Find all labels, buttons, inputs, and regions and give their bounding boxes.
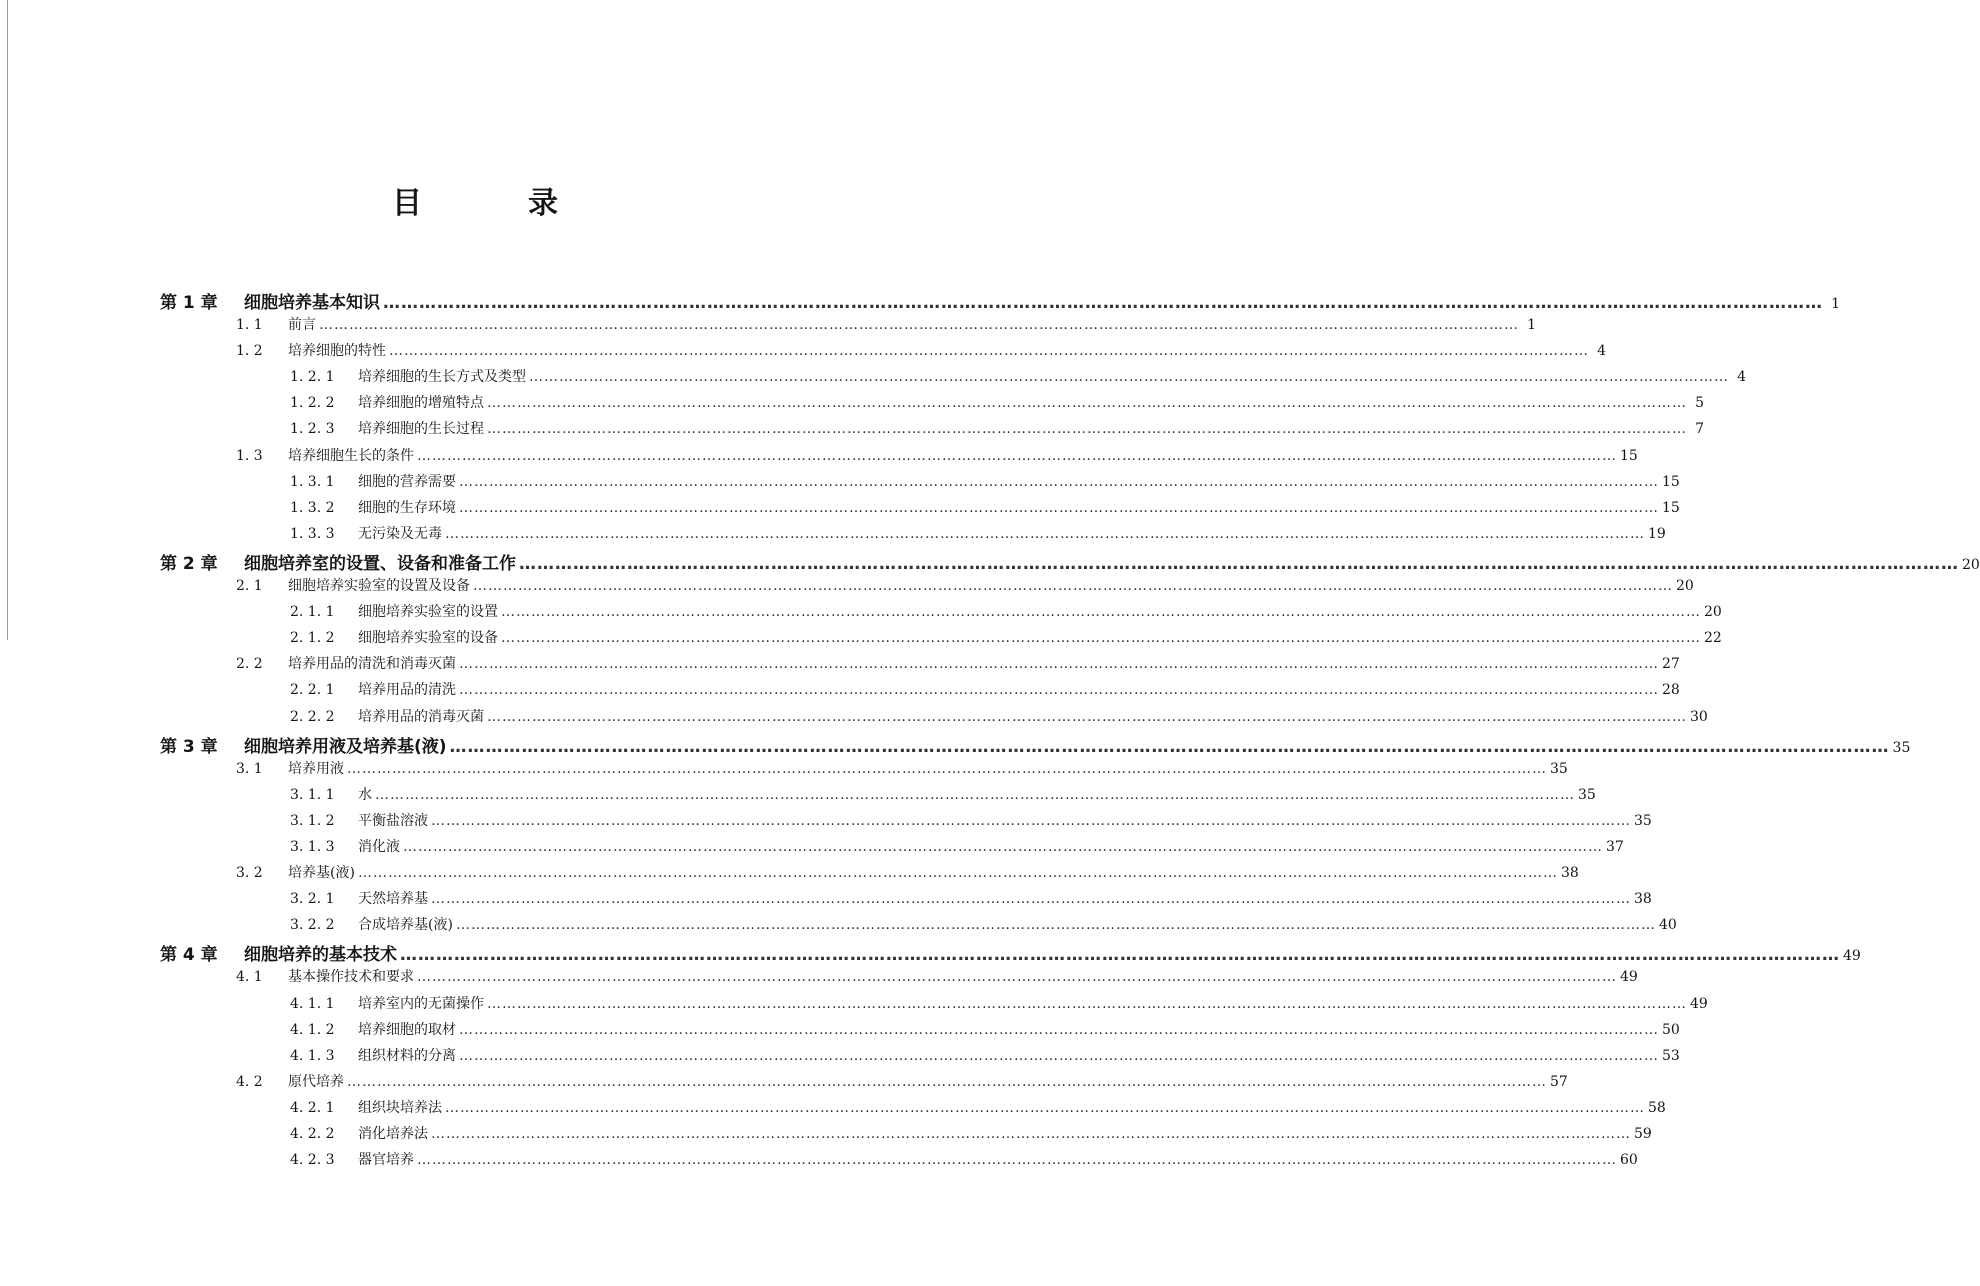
- toc-subsection-entry[interactable]: [160, 679, 1680, 705]
- toc-page-number: 15: [1620, 447, 1638, 464]
- toc-entry-title: 培养细胞的生长过程: [358, 421, 484, 438]
- toc-entry-title: 培养用品的清洗和消毒灭菌: [288, 656, 456, 673]
- toc-subsection-entry[interactable]: [160, 706, 1708, 732]
- toc-subsection-entry[interactable]: [160, 627, 1722, 653]
- toc-leader-dots: ……………………………………………………………………………………………………………………………………………………………………………………………………………………: [445, 1099, 1645, 1116]
- toc-leader-dots: ……………………………………………………………………………………………………………………………………………………………………………………………………………………: [459, 1047, 1659, 1064]
- toc-page-number: 35: [1892, 739, 1911, 756]
- toc-entry-title: 细胞培养实验室的设备: [358, 630, 498, 647]
- toc-entry-number: 3. 2: [236, 865, 263, 882]
- toc-page-number: 35: [1550, 760, 1568, 777]
- toc-entry-number: 1. 2. 1: [290, 369, 335, 386]
- toc-page-number: 49: [1843, 948, 1861, 965]
- toc-entry-number: 4. 2. 3: [290, 1152, 335, 1169]
- toc-leader-dots: ……………………………………………………………………………………………………………………………………………………………………………………………………………………: [417, 969, 1617, 986]
- toc-leader-dots: ……………………………………………………………………………………………………………………………………………………………………………………………………………………: [501, 630, 1701, 647]
- toc-leader-dots: ……………………………………………………………………………………………………………………………………………………………………………………………………………………: [519, 553, 1959, 574]
- toc-leader-dots: ……………………………………………………………………………………………………………………………………………………………………………………………………………………: [449, 736, 1890, 757]
- toc-subsection-entry[interactable]: [160, 1123, 1652, 1149]
- toc-entry-title: 培养细胞的取材: [358, 1021, 456, 1038]
- toc-chapter-entry[interactable]: [160, 940, 1861, 966]
- toc-entry-title: 消化培养法: [358, 1126, 428, 1142]
- toc-entry-title: 培养细胞的特性: [288, 343, 386, 360]
- toc-entry-title: 细胞培养基本知识: [244, 293, 380, 313]
- toc-entry-title: 细胞培养实验室的设置及设备: [288, 578, 470, 595]
- toc-leader-dots: ……………………………………………………………………………………………………………………………………………………………………………………………………………………: [501, 604, 1701, 621]
- toc-leader-dots: ……………………………………………………………………………………………………………………………………………………………………………………………………………………: [445, 525, 1645, 542]
- toc-leader-dots: ……………………………………………………………………………………………………………………………………………………………………………………………………………………: [347, 760, 1547, 777]
- toc-page-number: 28: [1662, 682, 1680, 699]
- toc-entry-title: 天然培养基: [358, 891, 428, 908]
- toc-page-number: 50: [1662, 1021, 1680, 1038]
- toc-entry-title: 水: [358, 786, 372, 803]
- toc-entry-title: 细胞的营养需要: [358, 473, 456, 490]
- toc-leader-dots: ……………………………………………………………………………………………………………………………………………………………………………………………………………………: [459, 656, 1659, 673]
- toc-subsection-entry[interactable]: [160, 1019, 1680, 1045]
- toc-entry-title: 原代培养: [288, 1073, 344, 1090]
- toc-page-number: 15: [1662, 499, 1680, 516]
- toc-entry-number: 1. 2. 2: [290, 395, 335, 412]
- toc-entry-number: 4. 2. 1: [290, 1099, 335, 1116]
- toc-leader-dots: ……………………………………………………………………………………………………………………………………………………………………………………………………………………: [487, 708, 1687, 725]
- toc-entry-number: 4. 1. 1: [290, 995, 335, 1012]
- toc-chapter-entry[interactable]: [160, 549, 1980, 575]
- toc-entry-number: 3. 2. 2: [290, 917, 335, 934]
- toc-chapter-entry[interactable]: [160, 288, 1840, 314]
- toc-entry-number: 2. 1. 1: [290, 604, 335, 621]
- toc-page-number: 4: [1737, 369, 1746, 386]
- toc-leader-dots: ……………………………………………………………………………………………………………………………………………………………………………………………………………………: [459, 473, 1659, 490]
- toc-page-number: 49: [1620, 969, 1638, 986]
- toc-subsection-entry[interactable]: [160, 523, 1666, 549]
- toc-page-number: 38: [1634, 891, 1652, 908]
- toc-entry-number: 1. 3. 1: [290, 473, 335, 490]
- toc-subsection-entry[interactable]: [160, 836, 1624, 862]
- toc-entry-title: 培养细胞的生长方式及类型: [358, 369, 526, 386]
- toc-entry-number: 3. 1: [236, 760, 263, 777]
- toc-leader-dots: ……………………………………………………………………………………………………………………………………………………………………………………………………………………: [431, 812, 1631, 829]
- toc-leader-dots: ……………………………………………………………………………………………………………………………………………………………………………………………………………………: [400, 945, 1840, 966]
- toc-subsection-entry[interactable]: [160, 993, 1708, 1019]
- toc-section-entry[interactable]: [160, 314, 1536, 340]
- toc-entry-title: 基本操作技术和要求: [288, 969, 414, 986]
- toc-leader-dots: ……………………………………………………………………………………………………………………………………………………………………………………………………………………: [431, 891, 1631, 908]
- toc-entry-number: 4. 2. 2: [290, 1126, 335, 1142]
- toc-entry-title: 前言: [288, 317, 316, 334]
- page-margin-line: [7, 0, 8, 640]
- toc-page-number: 5: [1695, 395, 1704, 412]
- toc-subsection-entry[interactable]: [160, 471, 1680, 497]
- toc-section-entry[interactable]: [160, 966, 1638, 992]
- toc-section-entry[interactable]: [160, 445, 1638, 471]
- toc-entry-title: 培养用品的清洗: [358, 682, 456, 699]
- toc-entry-title: 合成培养基(液): [358, 917, 453, 934]
- toc-subsection-entry[interactable]: [160, 1097, 1666, 1123]
- toc-entry-number: 1. 2: [236, 343, 263, 360]
- toc-page-number: 22: [1704, 630, 1722, 647]
- toc-leader-dots: ……………………………………………………………………………………………………………………………………………………………………………………………………………………: [403, 838, 1603, 855]
- toc-entry-title: 器官培养: [358, 1152, 414, 1169]
- toc-page-number: 58: [1648, 1099, 1666, 1116]
- toc-page-number: 15: [1662, 473, 1680, 490]
- toc-leader-dots: ……………………………………………………………………………………………………………………………………………………………………………………………………………………: [389, 343, 1589, 360]
- toc-entry-number: 2. 2. 1: [290, 682, 335, 699]
- toc-subsection-entry[interactable]: [160, 418, 1704, 444]
- toc-entry-number: 1. 2. 3: [290, 421, 335, 438]
- toc-leader-dots: ……………………………………………………………………………………………………………………………………………………………………………………………………………………: [473, 578, 1673, 595]
- toc-subsection-entry[interactable]: [160, 914, 1677, 940]
- toc-page-number: 1: [1527, 317, 1536, 334]
- toc-chapter-entry[interactable]: [160, 732, 1911, 758]
- toc-subsection-entry[interactable]: [160, 392, 1704, 418]
- toc-page-number: 7: [1695, 421, 1704, 438]
- toc-page-number: 60: [1620, 1152, 1638, 1169]
- toc-entry-number: 3. 1. 1: [290, 786, 335, 803]
- toc-section-entry[interactable]: [160, 575, 1694, 601]
- toc-page-number: 19: [1648, 525, 1666, 542]
- page-title: 目 录: [392, 186, 596, 221]
- toc-subsection-entry[interactable]: [160, 1149, 1638, 1175]
- toc-entry-number: 3. 1. 3: [290, 838, 335, 855]
- toc-entry-title: 消化液: [358, 838, 400, 855]
- toc-subsection-entry[interactable]: [160, 784, 1596, 810]
- toc-entry-number: 4. 1. 2: [290, 1021, 335, 1038]
- toc-entry-number: 3. 1. 2: [290, 812, 335, 829]
- toc-entry-title: 组织块培养法: [358, 1099, 442, 1116]
- toc-section-entry[interactable]: [160, 653, 1680, 679]
- toc-page-number: 40: [1658, 917, 1677, 934]
- toc-entry-title: 培养用品的消毒灭菌: [358, 708, 484, 725]
- toc-section-entry[interactable]: [160, 1071, 1568, 1097]
- toc-entry-title: 细胞培养的基本技术: [244, 945, 397, 966]
- toc-leader-dots: ……………………………………………………………………………………………………………………………………………………………………………………………………………………: [319, 317, 1519, 334]
- toc-page-number: 1: [1831, 296, 1840, 312]
- toc-leader-dots: ……………………………………………………………………………………………………………………………………………………………………………………………………………………: [347, 1073, 1547, 1090]
- toc-entry-title: 细胞的生存环境: [358, 499, 456, 516]
- toc-subsection-entry[interactable]: [160, 497, 1680, 523]
- toc-entry-number: 第 4 章: [160, 945, 218, 966]
- toc-leader-dots: ……………………………………………………………………………………………………………………………………………………………………………………………………………………: [357, 865, 1558, 882]
- toc-entry-number: 2. 1: [236, 578, 263, 595]
- toc-entry-number: 第 2 章: [160, 553, 218, 574]
- toc-page-number: 35: [1578, 786, 1596, 803]
- toc-page-number: 38: [1560, 865, 1579, 882]
- toc-entry-title: 细胞培养用液及培养基(液): [244, 736, 447, 757]
- toc-leader-dots: ……………………………………………………………………………………………………………………………………………………………………………………………………………………: [459, 1021, 1659, 1038]
- toc-entry-number: 第 3 章: [160, 736, 218, 757]
- toc-page-number: 27: [1662, 656, 1680, 673]
- toc-leader-dots: ……………………………………………………………………………………………………………………………………………………………………………………………………………………: [487, 421, 1687, 438]
- toc-entry-number: 1. 3. 2: [290, 499, 335, 516]
- toc-leader-dots: ……………………………………………………………………………………………………………………………………………………………………………………………………………………: [487, 995, 1687, 1012]
- toc-entry-title: 无污染及无毒: [358, 525, 442, 542]
- toc-leader-dots: ……………………………………………………………………………………………………………………………………………………………………………………………………………………: [431, 1126, 1631, 1142]
- toc-entry-number: 4. 1. 3: [290, 1047, 335, 1064]
- toc-entry-title: 培养用液: [288, 760, 344, 777]
- toc-entry-number: 1. 1: [236, 317, 263, 334]
- toc-leader-dots: ……………………………………………………………………………………………………………………………………………………………………………………………………………………: [459, 499, 1659, 516]
- toc-page-number: 20: [1962, 556, 1980, 573]
- toc-entry-title: 培养细胞的增殖特点: [358, 395, 484, 412]
- toc-subsection-entry[interactable]: [160, 601, 1722, 627]
- toc-entry-number: 2. 2. 2: [290, 708, 335, 725]
- toc-entry-title: 平衡盐溶液: [358, 812, 428, 829]
- toc-entry-number: 1. 3. 3: [290, 525, 335, 542]
- toc-section-entry[interactable]: [160, 758, 1568, 784]
- toc-entry-number: 2. 2: [236, 656, 263, 673]
- toc-subsection-entry[interactable]: [160, 888, 1652, 914]
- toc-entry-title: 细胞培养实验室的设置: [358, 604, 498, 621]
- toc-entry-title: 培养基(液): [288, 865, 355, 882]
- toc-leader-dots: ……………………………………………………………………………………………………………………………………………………………………………………………………………………: [417, 1152, 1617, 1169]
- toc-subsection-entry[interactable]: [160, 1045, 1680, 1071]
- toc-leader-dots: ……………………………………………………………………………………………………………………………………………………………………………………………………………………: [487, 395, 1687, 412]
- table-of-contents: [160, 288, 1980, 1175]
- toc-page-number: 57: [1550, 1073, 1568, 1090]
- toc-entry-number: 4. 2: [236, 1073, 263, 1090]
- toc-leader-dots: ……………………………………………………………………………………………………………………………………………………………………………………………………………………: [417, 447, 1617, 464]
- toc-page-number: 20: [1704, 604, 1722, 621]
- toc-entry-title: 细胞培养室的设置、设备和准备工作: [244, 553, 516, 574]
- toc-leader-dots: ……………………………………………………………………………………………………………………………………………………………………………………………………………………: [459, 682, 1659, 699]
- toc-leader-dots: ……………………………………………………………………………………………………………………………………………………………………………………………………………………: [529, 369, 1729, 386]
- toc-entry-number: 2. 1. 2: [290, 630, 335, 647]
- toc-entry-title: 培养细胞生长的条件: [288, 447, 414, 464]
- toc-leader-dots: ……………………………………………………………………………………………………………………………………………………………………………………………………………………: [455, 917, 1656, 934]
- toc-entry-number: 4. 1: [236, 969, 263, 986]
- toc-page-number: 59: [1634, 1126, 1652, 1142]
- toc-page-number: 4: [1597, 343, 1606, 360]
- toc-leader-dots: ……………………………………………………………………………………………………………………………………………………………………………………………………………………: [375, 786, 1575, 803]
- toc-page-number: 53: [1662, 1047, 1680, 1064]
- toc-entry-title: 组织材料的分离: [358, 1047, 456, 1064]
- toc-entry-number: 3. 2. 1: [290, 891, 335, 908]
- toc-entry-number: 第 1 章: [160, 293, 218, 313]
- toc-page-number: 49: [1690, 995, 1708, 1012]
- toc-page-number: 30: [1690, 708, 1708, 725]
- toc-entry-number: 1. 3: [236, 447, 263, 464]
- toc-subsection-entry[interactable]: [160, 366, 1746, 392]
- toc-page-number: 35: [1634, 812, 1652, 829]
- toc-section-entry[interactable]: [160, 340, 1606, 366]
- toc-page-number: 37: [1606, 838, 1624, 855]
- toc-leader-dots: ……………………………………………………………………………………………………………………………………………………………………………………………………………………: [383, 293, 1823, 313]
- toc-subsection-entry[interactable]: [160, 810, 1652, 836]
- toc-page-number: 20: [1676, 578, 1694, 595]
- toc-section-entry[interactable]: [160, 862, 1579, 888]
- toc-entry-title: 培养室内的无菌操作: [358, 995, 484, 1012]
